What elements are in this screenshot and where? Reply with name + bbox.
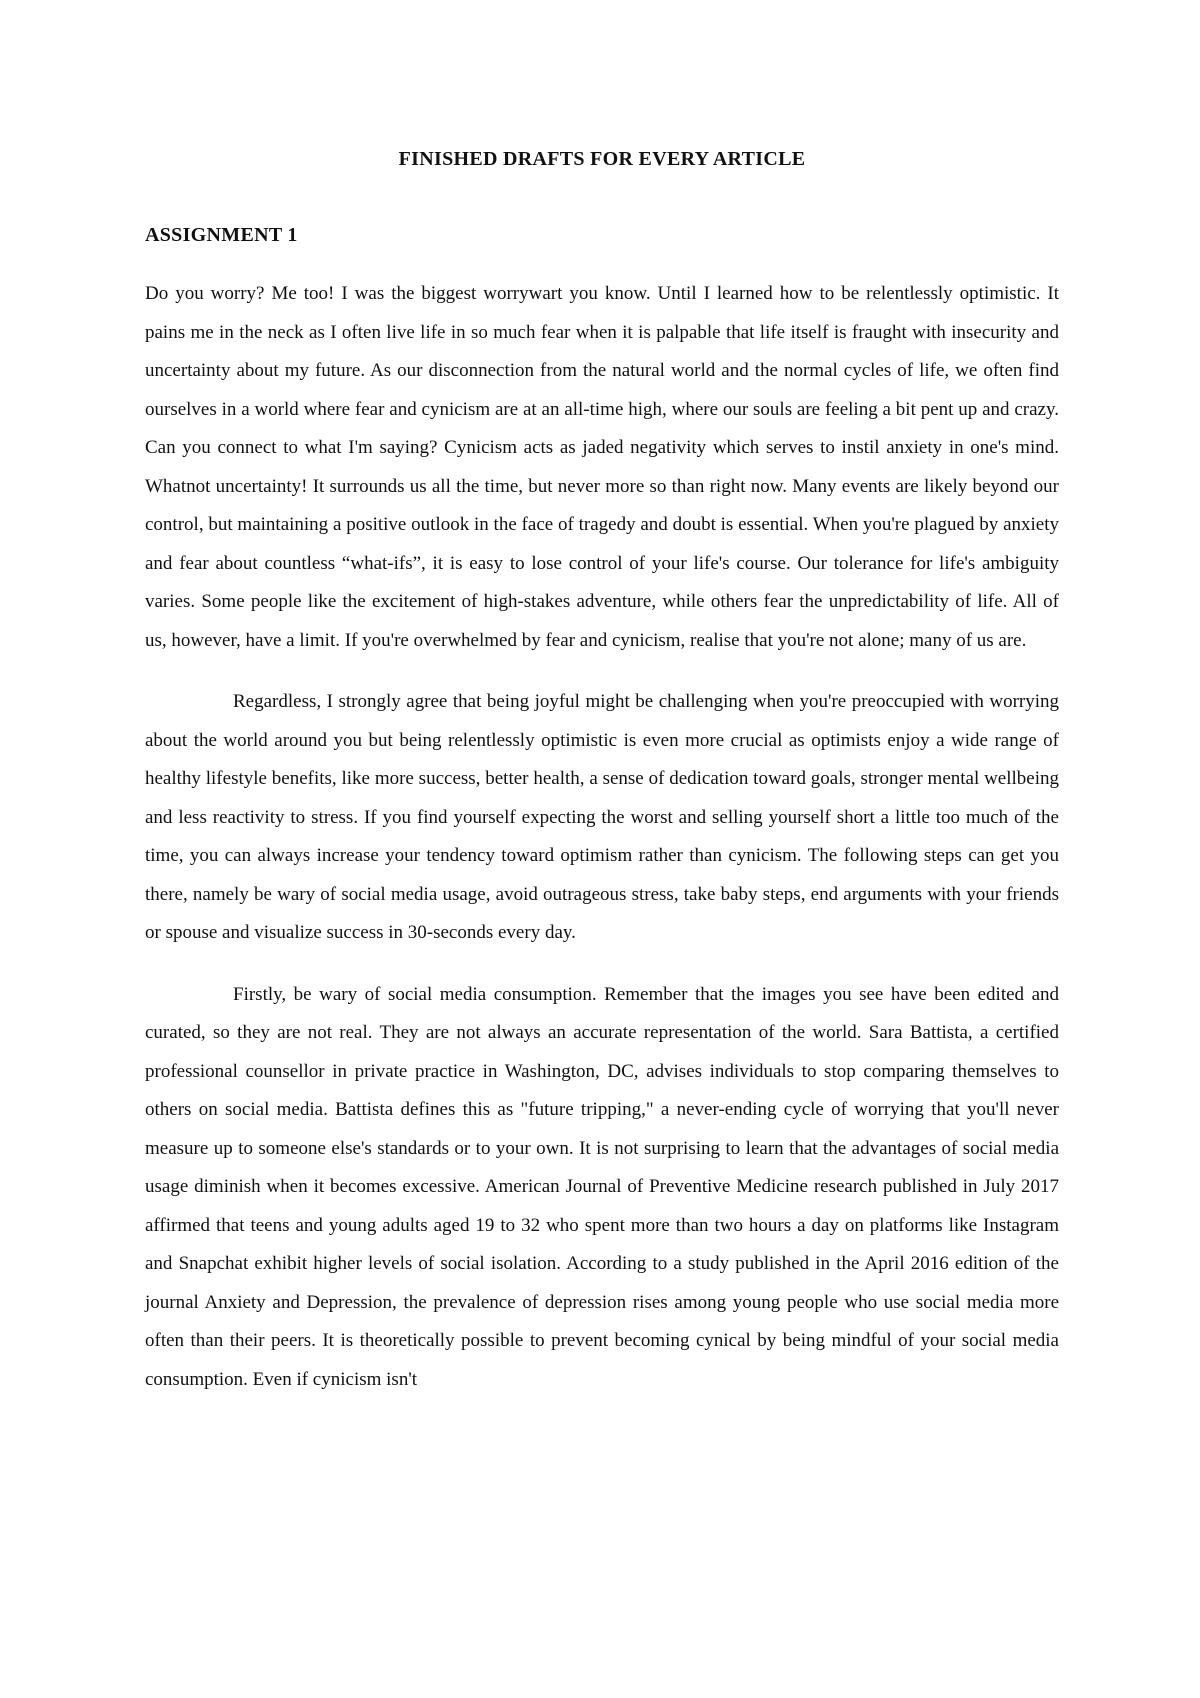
paragraph-regardless: Regardless, I strongly agree that being joyful might be challenging when you're preoccupied with worrying about the world around you but being relentlessly optimistic is even more crucial as optimists enjoy a wide range of healthy lifestyle benefits, like more success, better health, a sense of dedication toward goals, stronger mental wellbeing and less reactivity to stress. If you find yourself expecting the worst and selling yourself short a little too much of the time, you can always increase your tendency toward optimism rather than cynicism. The following steps can get you there, namely be wary of social media usage, avoid outrageous stress, take baby steps, end arguments with your friends or spouse and visualize success in 30-seconds every day. [145, 691, 1059, 943]
section-heading: ASSIGNMENT 1 [145, 224, 298, 246]
document-body [145, 140, 1059, 1422]
paragraph-intro: Do you worry? Me too! I was the biggest worrywart you know. Until I learned how to be relentlessly optimistic. It pains me in the neck as I often live life in so much fear when it is palpable that life itself is fraught with insecurity and uncertainty about my future. As our disconnection from the natural world and the normal cycles of life, we often find ourselves in a world where fear and cynicism are at an all-time high, where our souls are feeling a bit pent up and crazy. Can you connect to what I'm saying? Cynicism acts as jaded negativity which serves to instil anxiety in one's mind. Whatnot uncertainty! It surrounds us all the time, but never more so than right now. Many events are likely beyond our control, but maintaining a positive outlook in the face of tragedy and doubt is essential. When you're plagued by anxiety and fear about countless “what-ifs”, it is easy to lose control of your life's course. Our tolerance for life's ambiguity varies. Some people like the excitement of high-stakes adventure, while others fear the unpredictability of life. All of us, however, have a limit. If you're overwhelmed by fear and cynicism, realise that you're not alone; many of us are. [145, 283, 1059, 651]
paragraph-social-media: Firstly, be wary of social media consumption. Remember that the images you see have been edited and curated, so they are not real. They are not always an accurate representation of the world. Sara Battista, a certified professional counsellor in private practice in Washington, DC, advises individuals to stop comparing themselves to others on social media. Battista defines this as "future tripping," a never-ending cycle of worrying that you'll never measure up to someone else's standards or to your own. It is not surprising to learn that the advantages of social media usage diminish when it becomes excessive. American Journal of Preventive Medicine research published in July 2017 affirmed that teens and young adults aged 19 to 32 who spent more than two hours a day on platforms like Instagram and Snapchat exhibit higher levels of social isolation. According to a study published in the April 2016 edition of the journal Anxiety and Depression, the prevalence of depression rises among young people who use social media more often than their peers. It is theoretically possible to prevent becoming cynical by being mindful of your social media consumption. Even if cynicism isn't [145, 983, 1059, 1390]
document-title: FINISHED DRAFTS FOR EVERY ARTICLE [398, 148, 806, 170]
